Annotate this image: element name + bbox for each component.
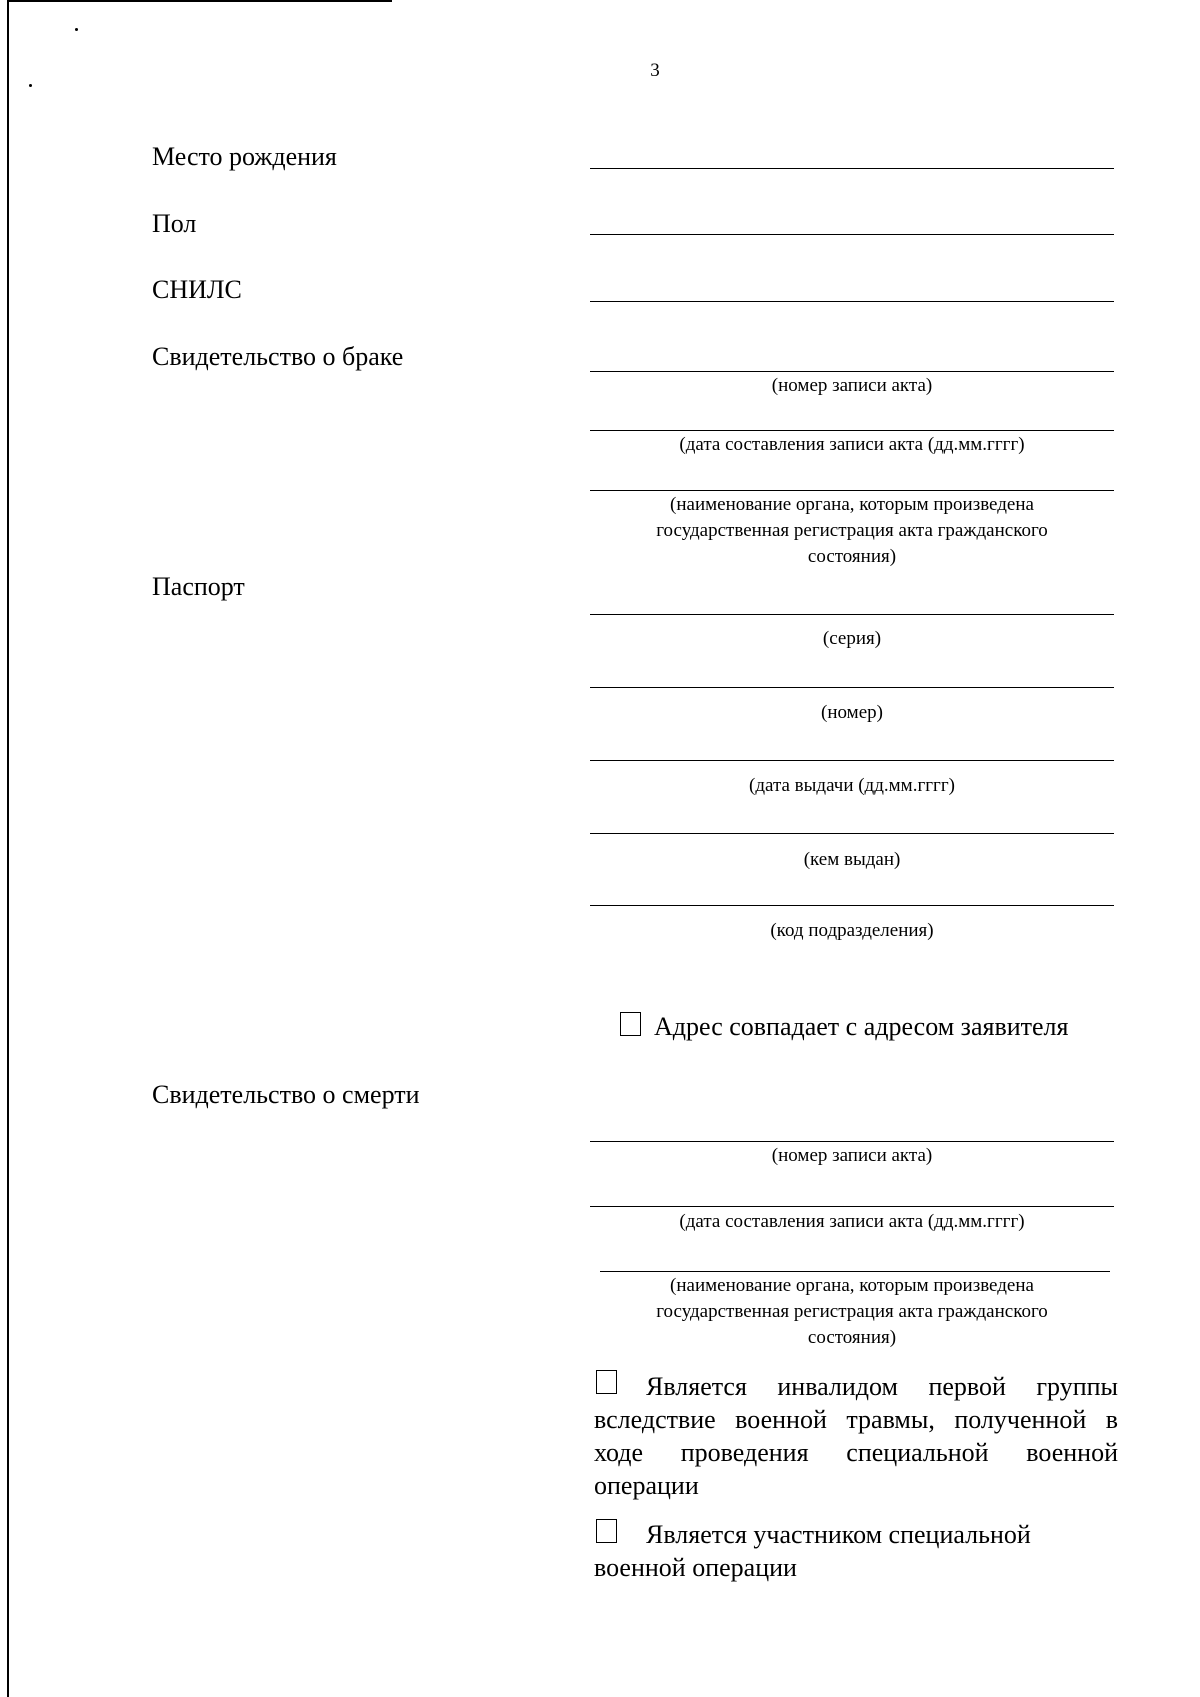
address-same-checkbox[interactable] [620,1012,641,1036]
passport-issue-date-caption: (дата выдачи (дд.мм.гггг) [749,775,955,796]
death-record-date-field[interactable] [590,1206,1114,1207]
passport-issued-by-field[interactable] [590,833,1114,834]
caption-line: состояния) [807,546,897,567]
caption-line: состояния) [807,1327,897,1348]
death-record-number-caption: (номер записи акта) [771,1145,933,1166]
caption-line: государственная регистрация акта гражданского [656,520,1048,541]
marriage-record-date-field[interactable] [590,430,1114,431]
death-registry-office-caption [590,1273,1114,1351]
scan-speck [29,84,32,87]
marriage-cert-label: Свидетельство о браке [152,342,404,371]
marriage-record-date-caption: (дата составления записи акта (дд.мм.гггг) [679,434,1025,455]
birthplace-field[interactable] [590,168,1114,169]
passport-number-field[interactable] [590,687,1114,688]
snils-label: СНИЛС [152,275,242,304]
page-number: 3 [650,60,660,81]
passport-issued-by-caption: (кем выдан) [803,849,901,870]
caption-line: (наименование органа, которым произведена [670,1275,1034,1296]
snils-field[interactable] [590,301,1114,302]
caption-line: (наименование органа, которым произведена [670,494,1034,515]
scan-edge-left [7,0,9,1697]
passport-series-field[interactable] [590,614,1114,615]
caption-line: государственная регистрация акта гражданского [656,1301,1048,1322]
passport-division-code-caption: (код подразделения) [770,920,934,941]
marriage-record-number-caption: (номер записи акта) [771,375,933,396]
svo-participant-label: Является участником специальной военной операции [594,1520,1031,1582]
disability-label: Является инвалидом первой группы вследствие военной травмы, полученной в ходе проведения специальной военной операции [594,1372,1118,1500]
death-cert-label: Свидетельство о смерти [152,1080,420,1109]
marriage-registry-office-caption [590,492,1114,570]
passport-series-caption: (серия) [822,628,882,649]
scan-speck [75,28,78,31]
scan-edge-top [7,0,392,2]
passport-number-caption: (номер) [821,702,883,723]
passport-label: Паспорт [152,572,245,601]
marriage-registry-office-field[interactable] [590,490,1114,491]
sex-label: Пол [152,209,197,238]
sex-field[interactable] [590,234,1114,235]
address-same-label: Адрес совпадает с адресом заявителя [654,1012,1069,1041]
death-record-number-field[interactable] [590,1141,1114,1142]
birthplace-label: Место рождения [152,142,337,171]
passport-division-code-field[interactable] [590,905,1114,906]
death-registry-office-field[interactable] [600,1271,1110,1272]
marriage-record-number-field[interactable] [590,371,1114,372]
death-record-date-caption: (дата составления записи акта (дд.мм.гггг) [679,1211,1025,1232]
passport-issue-date-field[interactable] [590,760,1114,761]
